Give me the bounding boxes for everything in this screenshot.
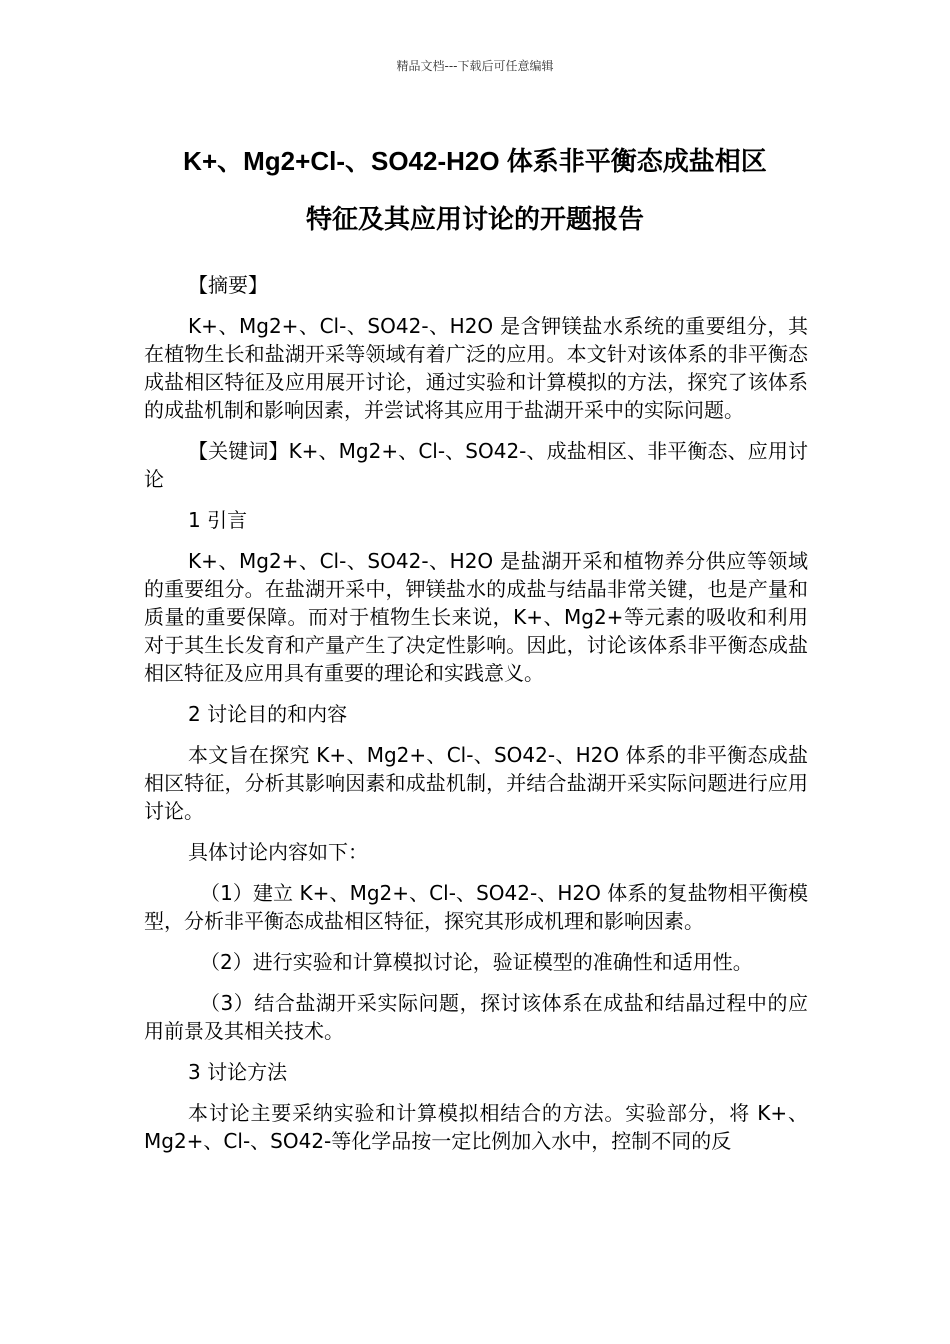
section-2-heading: 2 讨论目的和内容	[188, 702, 348, 726]
keywords-paragraph: 【关键词】K+、Mg2+、Cl-、SO42-、成盐相区、非平衡态、应用讨论	[144, 439, 808, 491]
title-line-1: K+、Mg2+Cl-、SO42-H2O 体系非平衡态成盐相区	[183, 146, 767, 176]
section-1-paragraph: K+、Mg2+、Cl-、SO42-、H2O 是盐湖开采和植物养分供应等领域的重要组分。在盐湖开采中，钾镁盐水的成盐与结晶非常关键，也是产量和质量的重要保障。而对于植物生长来说，K+、Mg2+等元素的吸收和利用对于其生长发育和产量产生了决定性影响。因此，讨论该体系非平衡态成盐相区特征及应用具有重要的理论和实践意义。	[144, 549, 808, 685]
list-item-3: （3）结合盐湖开采实际问题，探讨该体系在成盐和结晶过程中的应用前景及其相关技术。	[144, 991, 808, 1043]
list-item-1: （1）建立 K+、Mg2+、Cl-、SO42-、H2O 体系的复盐物相平衡模型，分析非平衡态成盐相区特征，探究其形成机理和影响因素。	[144, 881, 808, 933]
section-3-paragraph: 本讨论主要采纳实验和计算模拟相结合的方法。实验部分，将 K+、Mg2+、Cl-、SO42-等化学品按一定比例加入水中，控制不同的反	[144, 1101, 808, 1153]
document-title	[100, 132, 850, 248]
section-2-paragraph: 本文旨在探究 K+、Mg2+、Cl-、SO42-、H2O 体系的非平衡态成盐相区特征，分析其影响因素和成盐机制，并结合盐湖开采实际问题进行应用讨论。	[144, 743, 808, 823]
list-item-2: （2）进行实验和计算模拟讨论，验证模型的准确性和适用性。	[200, 950, 753, 974]
abstract-heading: 【摘要】	[188, 273, 268, 297]
header-note: 精品文档---下载后可任意编辑	[396, 59, 554, 73]
section-3-heading: 3 讨论方法	[188, 1060, 288, 1084]
abstract-paragraph: K+、Mg2+、Cl-、SO42-、H2O 是含钾镁盐水系统的重要组分，其在植物生长和盐湖开采等领域有着广泛的应用。本文针对该体系的非平衡态成盐相区特征及应用展开讨论，通过实验和计算模拟的方法，探究了该体系的成盐机制和影响因素，并尝试将其应用于盐湖开采中的实际问题。	[144, 314, 808, 422]
document-body	[144, 271, 808, 1168]
section-1-heading: 1 引言	[188, 508, 248, 532]
section-2-list-intro: 具体讨论内容如下：	[188, 840, 368, 864]
title-line-2: 特征及其应用讨论的开题报告	[305, 204, 644, 234]
